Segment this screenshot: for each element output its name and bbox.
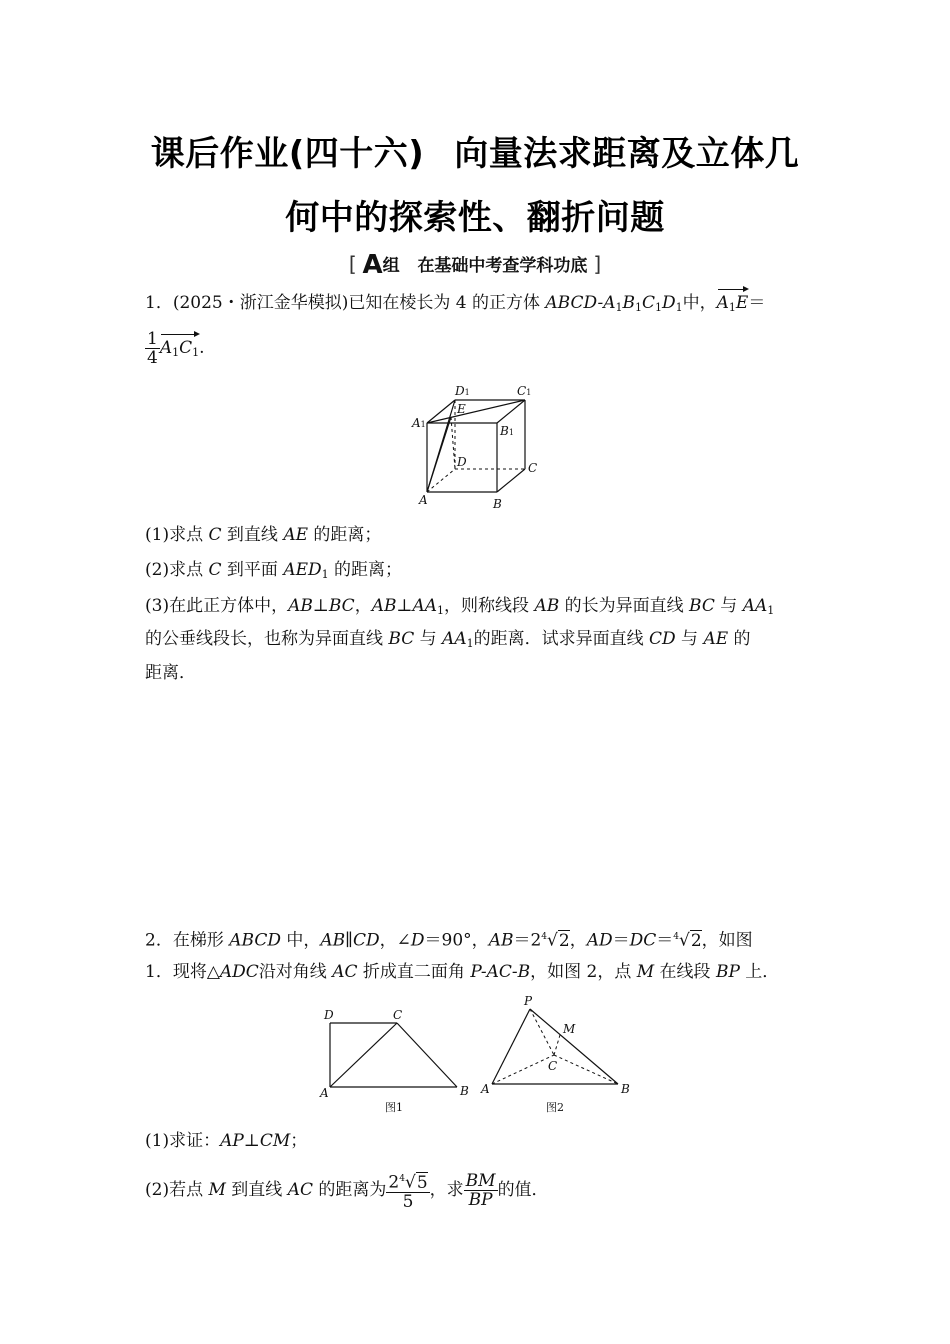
group-heading bbox=[0, 250, 950, 280]
vec-e: E bbox=[735, 293, 749, 313]
q2-ad: AD bbox=[586, 930, 613, 951]
page-title-line2: 何中的探索性、翻折问题 bbox=[285, 198, 665, 238]
q1-number: 1． bbox=[145, 293, 173, 313]
q1-b1: B bbox=[622, 293, 635, 313]
q2-m: M bbox=[636, 962, 655, 982]
q1p3-ab3: AB bbox=[534, 596, 560, 616]
q1p1-b: 到直线 bbox=[221, 525, 284, 545]
ratio-den: BP bbox=[468, 1190, 493, 1210]
q2-c: 如图 bbox=[718, 930, 753, 951]
q2-pacb: P-AC-B bbox=[470, 962, 531, 982]
trapezoid-figure bbox=[315, 1005, 475, 1120]
q1p3-perp: ⊥ bbox=[312, 596, 329, 616]
fig2-label-m: M bbox=[563, 1022, 576, 1036]
q2-root-index: 4 bbox=[541, 932, 548, 942]
q1p1-ae: AE bbox=[283, 525, 308, 545]
title-part2: 向量法求距离及立体几 bbox=[454, 134, 800, 174]
group-letter: A bbox=[362, 250, 383, 280]
q2-two: 2 bbox=[530, 930, 542, 951]
fig1-label-a: A bbox=[320, 1086, 329, 1100]
q2p2-e: 的值． bbox=[497, 1180, 549, 1200]
q1-part3-line2 bbox=[145, 628, 815, 655]
q2-a: 在梯形 bbox=[172, 930, 230, 951]
q2-part2 bbox=[145, 1170, 815, 1211]
q2p2-a: (2)若点 bbox=[145, 1180, 209, 1200]
q2-b: 中， bbox=[280, 930, 321, 951]
q1-dash: - bbox=[597, 293, 604, 313]
q2-l2b: 沿对角线 bbox=[258, 962, 333, 982]
q2-cd: CD bbox=[353, 930, 380, 951]
q2-l2a: 1．现将△ bbox=[145, 962, 220, 982]
q2-l2d: ，如图 2，点 bbox=[530, 962, 637, 982]
frac-root-index: 4 bbox=[399, 1174, 405, 1185]
q1-c1: C bbox=[641, 293, 655, 313]
q2-d: D bbox=[410, 930, 425, 951]
q1-period: . bbox=[199, 338, 205, 358]
q1p3-bc3: BC bbox=[388, 629, 415, 649]
tetrahedron-figure bbox=[478, 993, 638, 1120]
q1p3-bc2: BC bbox=[689, 596, 715, 616]
edge-p-c-hidden bbox=[530, 1009, 554, 1055]
fraction-ratio bbox=[464, 1172, 498, 1209]
edge-p-b bbox=[530, 1009, 618, 1084]
line-a-d1 bbox=[427, 400, 455, 492]
q1p1-a: (1)求点 bbox=[145, 525, 209, 545]
q1-line1 bbox=[145, 292, 815, 319]
label-a1: A1 bbox=[412, 416, 426, 430]
q2-ab: AB bbox=[320, 930, 346, 951]
q2-l2e: 在线段 bbox=[654, 962, 716, 982]
edge-c-b-hidden bbox=[554, 1055, 618, 1084]
vec-sub: 1 bbox=[728, 301, 736, 314]
q2p2-c: 的距离为 bbox=[313, 1180, 387, 1200]
fig2-label-p: P bbox=[524, 994, 533, 1008]
group-bracket-open: [ bbox=[348, 252, 357, 276]
fig1-label-c: C bbox=[393, 1008, 403, 1022]
q2-bp: BP bbox=[715, 962, 740, 982]
q2-eq3: ＝ bbox=[656, 930, 674, 951]
q2-line2 bbox=[145, 961, 815, 983]
q2p2-ac: AC bbox=[287, 1180, 314, 1200]
fig1-caption: 图1 bbox=[385, 1101, 403, 1114]
page-title-line1 bbox=[120, 126, 830, 175]
q2-line1: 2．在梯形 ABCD 中，AB∥CD，∠D＝90°，$AB=2^4√2$，AD＝DC＝$^4$√2，如图 bbox=[145, 930, 753, 951]
q1p3-cd: CD bbox=[649, 629, 676, 649]
q1-cube-name: ABCD bbox=[545, 293, 598, 313]
q1p3-aa3: AA bbox=[442, 629, 467, 649]
q1p3-yu2: 与 bbox=[414, 629, 443, 649]
q1p3-bc: BC bbox=[328, 596, 355, 616]
q1p2-b: 到平面 bbox=[221, 560, 284, 580]
frac-two: 2 bbox=[388, 1172, 400, 1193]
q1p3-b: ，则称线段 bbox=[444, 596, 535, 616]
q1p3-ab: AB bbox=[288, 596, 313, 616]
q2-l2c: 折成直二面角 bbox=[357, 962, 471, 982]
q1p3-e: 的距离．试求异面直线 bbox=[473, 629, 650, 649]
q2p1-ap: AP bbox=[220, 1131, 244, 1151]
q1-line2 bbox=[145, 330, 815, 367]
label-c: C bbox=[528, 461, 538, 475]
frac-num: 1 bbox=[147, 329, 158, 349]
q2-comma2: ， bbox=[569, 930, 587, 951]
q2-eq2: ＝ bbox=[612, 930, 630, 951]
q1p3-c: 的长为异面直线 bbox=[559, 596, 690, 616]
label-c1: C1 bbox=[517, 384, 532, 398]
q2-l2f: 上． bbox=[739, 962, 780, 982]
q1-sub: 1 bbox=[634, 301, 642, 314]
q1-eq: ＝ bbox=[748, 293, 766, 313]
fig1-label-b: B bbox=[460, 1084, 469, 1098]
q1-a1: A bbox=[603, 293, 616, 313]
vec-sub: 1 bbox=[172, 346, 180, 359]
q1-d1: D bbox=[661, 293, 676, 313]
q2-radicand2: 2 bbox=[690, 930, 702, 951]
q1-sub: 1 bbox=[675, 301, 683, 314]
q2-adc: ADC bbox=[219, 962, 259, 982]
q1-sub: 1 bbox=[615, 301, 623, 314]
line-e-d-hidden bbox=[451, 417, 455, 469]
q1p2-aed: AED bbox=[283, 560, 322, 580]
q2-comma: ， bbox=[379, 930, 397, 951]
q1p3-yu: 与 bbox=[714, 596, 743, 616]
label-e: E bbox=[457, 402, 466, 416]
q2p2-d: ，求 bbox=[429, 1180, 464, 1200]
fig2-label-c: C bbox=[548, 1059, 558, 1073]
segment-c-m-hidden bbox=[554, 1035, 560, 1055]
label-a: A bbox=[419, 493, 428, 507]
q1-part2 bbox=[145, 559, 815, 586]
vector-a1c1 bbox=[160, 337, 199, 364]
frac-den: 4 bbox=[147, 348, 158, 368]
q1p3-d: 的公垂线段长，也称为异面直线 bbox=[145, 629, 389, 649]
frac-radicand: 5 bbox=[416, 1172, 428, 1193]
q1p2-c: C bbox=[208, 560, 222, 580]
fig2-label-b: B bbox=[621, 1082, 630, 1096]
edge-a-c-hidden bbox=[492, 1055, 554, 1084]
q2-angle: ∠ bbox=[396, 930, 411, 951]
q2p2-m: M bbox=[208, 1180, 226, 1200]
side-c-b bbox=[397, 1023, 457, 1087]
frac-dist-den: 5 bbox=[402, 1191, 414, 1212]
q2-parallel: ∥ bbox=[345, 930, 354, 951]
q1p3-aa2: AA bbox=[742, 596, 768, 616]
q2-comma3: ， bbox=[701, 930, 719, 951]
q2-part1 bbox=[145, 1130, 815, 1152]
group-label: 组 bbox=[382, 256, 400, 276]
label-b: B bbox=[493, 497, 502, 511]
q2-ab2: AB bbox=[488, 930, 514, 951]
q2-eq90: ＝90°， bbox=[424, 930, 489, 951]
q2-abcd: ABCD bbox=[229, 930, 281, 951]
q1p2-sub: 1 bbox=[321, 568, 329, 581]
vector-a1e bbox=[717, 292, 749, 319]
q2-radicand: 2 bbox=[558, 930, 570, 951]
frac-dist-num: $2^4√5$ bbox=[386, 1170, 429, 1193]
q1p2-a: (2)求点 bbox=[145, 560, 209, 580]
q1-stem: 已知在棱长为 4 的正方体 bbox=[348, 293, 546, 313]
q2-root-index2: 4 bbox=[673, 932, 679, 942]
q1-zhong: 中， bbox=[682, 293, 717, 313]
q1-part1 bbox=[145, 524, 815, 546]
vec-sub: 1 bbox=[192, 346, 200, 359]
group-bracket-close: ] bbox=[593, 252, 602, 276]
vec-c: C bbox=[179, 338, 193, 358]
q1-sub: 1 bbox=[654, 301, 662, 314]
fraction-quarter bbox=[145, 330, 160, 367]
q2p1-a: (1)求证： bbox=[145, 1131, 221, 1151]
q1p3-yu3: 与 bbox=[675, 629, 704, 649]
fig1-label-d: D bbox=[324, 1008, 334, 1022]
group-text: 在基础中考查学科功底 bbox=[417, 256, 588, 276]
q1p3-a: (3)在此正方体中， bbox=[145, 596, 289, 616]
q1p3-sub3: 1 bbox=[466, 637, 474, 650]
cube-figure bbox=[405, 380, 555, 515]
q2p2-b: 到直线 bbox=[225, 1180, 288, 1200]
q2-number: 2． bbox=[145, 930, 173, 951]
q1-part3-line1 bbox=[145, 595, 815, 622]
q1p3-ab2: AB bbox=[371, 596, 397, 616]
q1p3-sub: 1 bbox=[437, 604, 445, 617]
q1p3-comma: ， bbox=[354, 596, 372, 616]
q2-eq: ＝ bbox=[513, 930, 531, 951]
label-d: D bbox=[457, 455, 467, 469]
fig2-label-a: A bbox=[481, 1082, 490, 1096]
q1p1-end: 的距离； bbox=[308, 525, 382, 545]
fraction-distance bbox=[386, 1170, 429, 1211]
vec-a: A bbox=[716, 293, 729, 313]
vec-a: A bbox=[159, 338, 173, 358]
q2-ac: AC bbox=[332, 962, 358, 982]
edge-p-a bbox=[492, 1009, 530, 1084]
q1p3-aa: AA bbox=[412, 596, 438, 616]
q1p3-perp2: ⊥ bbox=[396, 596, 413, 616]
q2p1-b: ； bbox=[290, 1131, 308, 1151]
q1p2-end: 的距离； bbox=[328, 560, 403, 580]
q2p1-perp: ⊥ bbox=[243, 1131, 260, 1151]
q2p1-cm: CM bbox=[259, 1131, 291, 1151]
q1p3-ae: AE bbox=[703, 629, 729, 649]
label-b1: B1 bbox=[500, 424, 514, 438]
q1p1-c: C bbox=[208, 525, 222, 545]
q1p3-f: 的 bbox=[728, 629, 751, 649]
diagonal-a-c bbox=[330, 1023, 397, 1087]
q1p3-sub2: 1 bbox=[767, 604, 775, 617]
title-part1: 课后作业(四十六) bbox=[150, 134, 425, 174]
ratio-num: BM bbox=[465, 1171, 496, 1191]
q1-source: (2025・浙江金华模拟) bbox=[172, 293, 349, 313]
edge-b-c bbox=[497, 469, 525, 492]
q2-dc: DC bbox=[629, 930, 657, 951]
fig2-caption: 图2 bbox=[546, 1101, 564, 1114]
q1-part3-line3: 距离． bbox=[145, 663, 196, 683]
label-d1: D1 bbox=[455, 384, 470, 398]
